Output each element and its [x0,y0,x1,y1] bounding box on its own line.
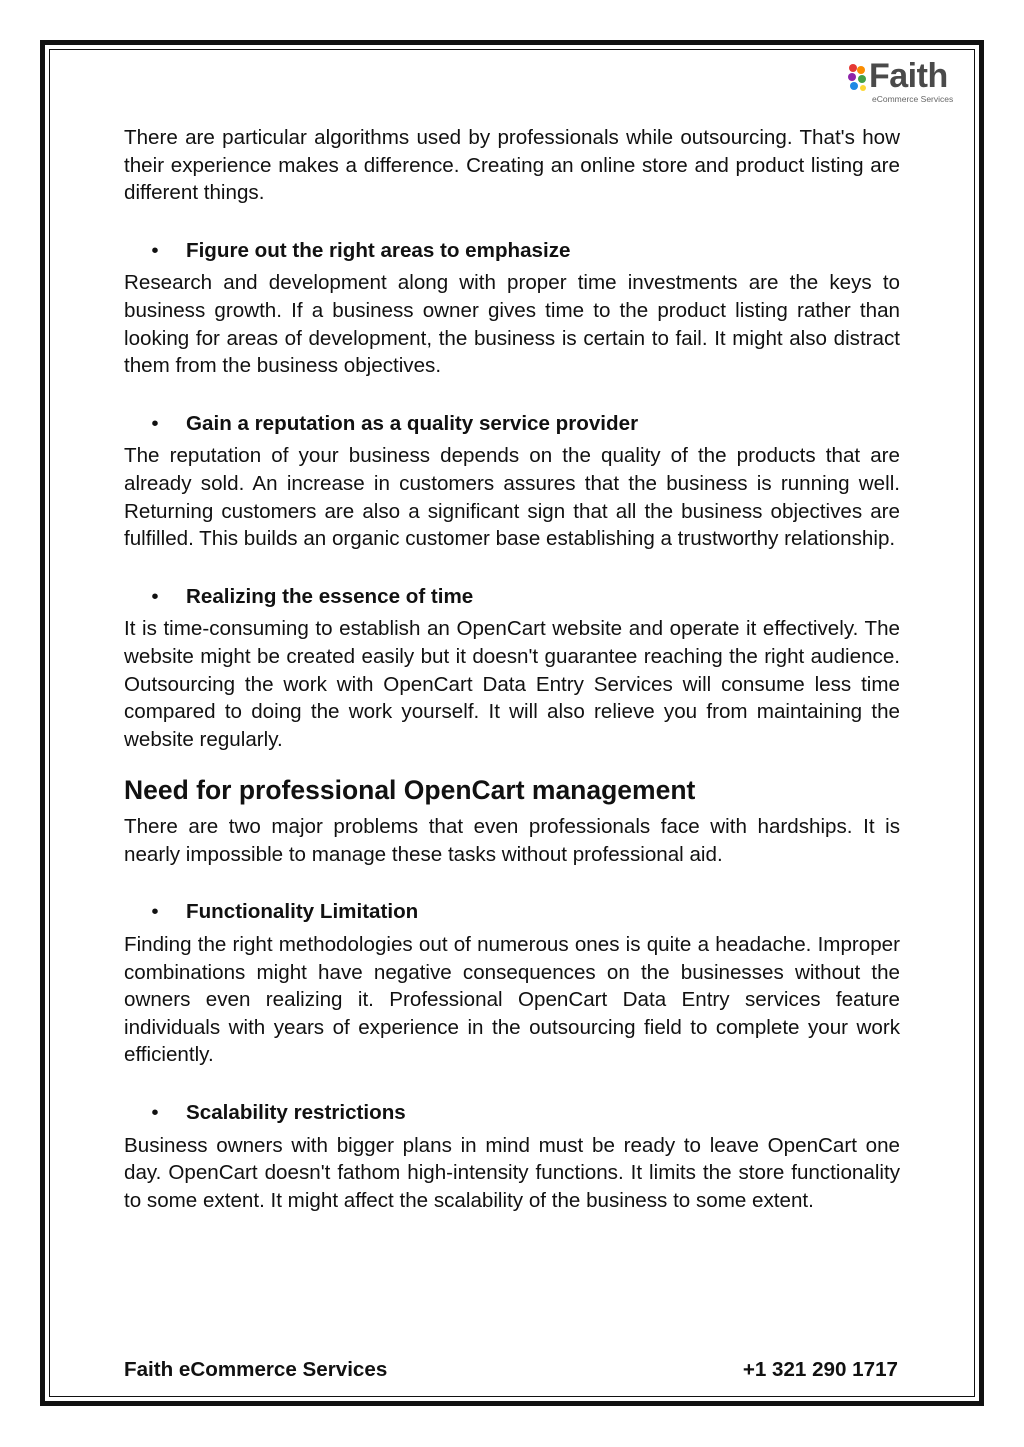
bullet-heading [124,410,900,438]
bullet-heading-label: Scalability restrictions [186,1101,406,1125]
logo-tagline: eCommerce Services [872,94,954,104]
bullet-heading-label: Functionality Limitation [186,900,419,924]
section-paragraph: The reputation of your business depends on the quality of the products that are already sold. An increase in customers assures that the business is running well. Returning customers are also a significant sign that all the business objectives are fulfilled. This builds an organic customer base establishing a trustworthy relationship. [124,444,900,551]
flower-logo-icon [845,62,869,96]
bullet-heading [124,898,900,926]
section-paragraph: Finding the right methodologies out of numerous ones is quite a headache. Improper combinations might have negative consequences on the businesses without the owners even realizing it. Professional OpenCart Data Entry services feature individuals with years of experience in the outsourcing field to complete your work efficiently. [124,933,900,1067]
intro-paragraph: There are particular algorithms used by professionals while outsourcing. That's how their experience makes a difference. Creating an online store and product listing are different things. [124,126,900,205]
logo-wordmark: Faith [869,57,948,95]
section-title: Need for professional OpenCart management [124,775,696,806]
bullet-heading-label: Realizing the essence of time [186,584,474,608]
bullet-heading-label: Gain a reputation as a quality service provider [186,411,639,435]
bullet-icon: • [151,900,159,924]
bullet-icon: • [151,238,159,262]
section-paragraph: It is time-consuming to establish an OpenCart website and operate it effectively. The website might be created easily but it doesn't guarantee reaching the right audience. Outsourcing the work with OpenCart Data Entry Services will consume less time compared to doing the work yourself. It will also relieve you from maintaining the website regularly. [124,617,900,751]
bullet-heading [124,583,900,611]
footer-company: Faith eCommerce Services [124,1358,388,1381]
bullet-heading [124,237,900,265]
bullet-heading-label: Figure out the right areas to emphasize [186,238,571,262]
page-footer [124,1358,898,1382]
bullet-icon: • [151,584,159,608]
section-paragraph: Research and development along with proper time investments are the keys to business growth. If a business owner gives time to the product listing rather than looking for areas of development, the business is certain to fail. It might also distract them from the business objectives. [124,271,900,378]
document-body [124,124,900,1214]
footer-phone: +1 321 290 1717 [742,1358,898,1381]
faith-logo [845,58,965,108]
section-paragraph: There are two major problems that even professionals face with hardships. It is nearly impossible to manage these tasks without professional aid. [124,815,900,866]
bullet-icon: • [151,1101,159,1125]
bullet-icon: • [151,411,159,435]
bullet-heading [124,1099,900,1127]
section-paragraph: Business owners with bigger plans in mind must be ready to leave OpenCart one day. OpenCart doesn't fathom high-intensity functions. It limits the store functionality to some extent. It might affect the scalability of the business to some extent. [124,1133,900,1212]
